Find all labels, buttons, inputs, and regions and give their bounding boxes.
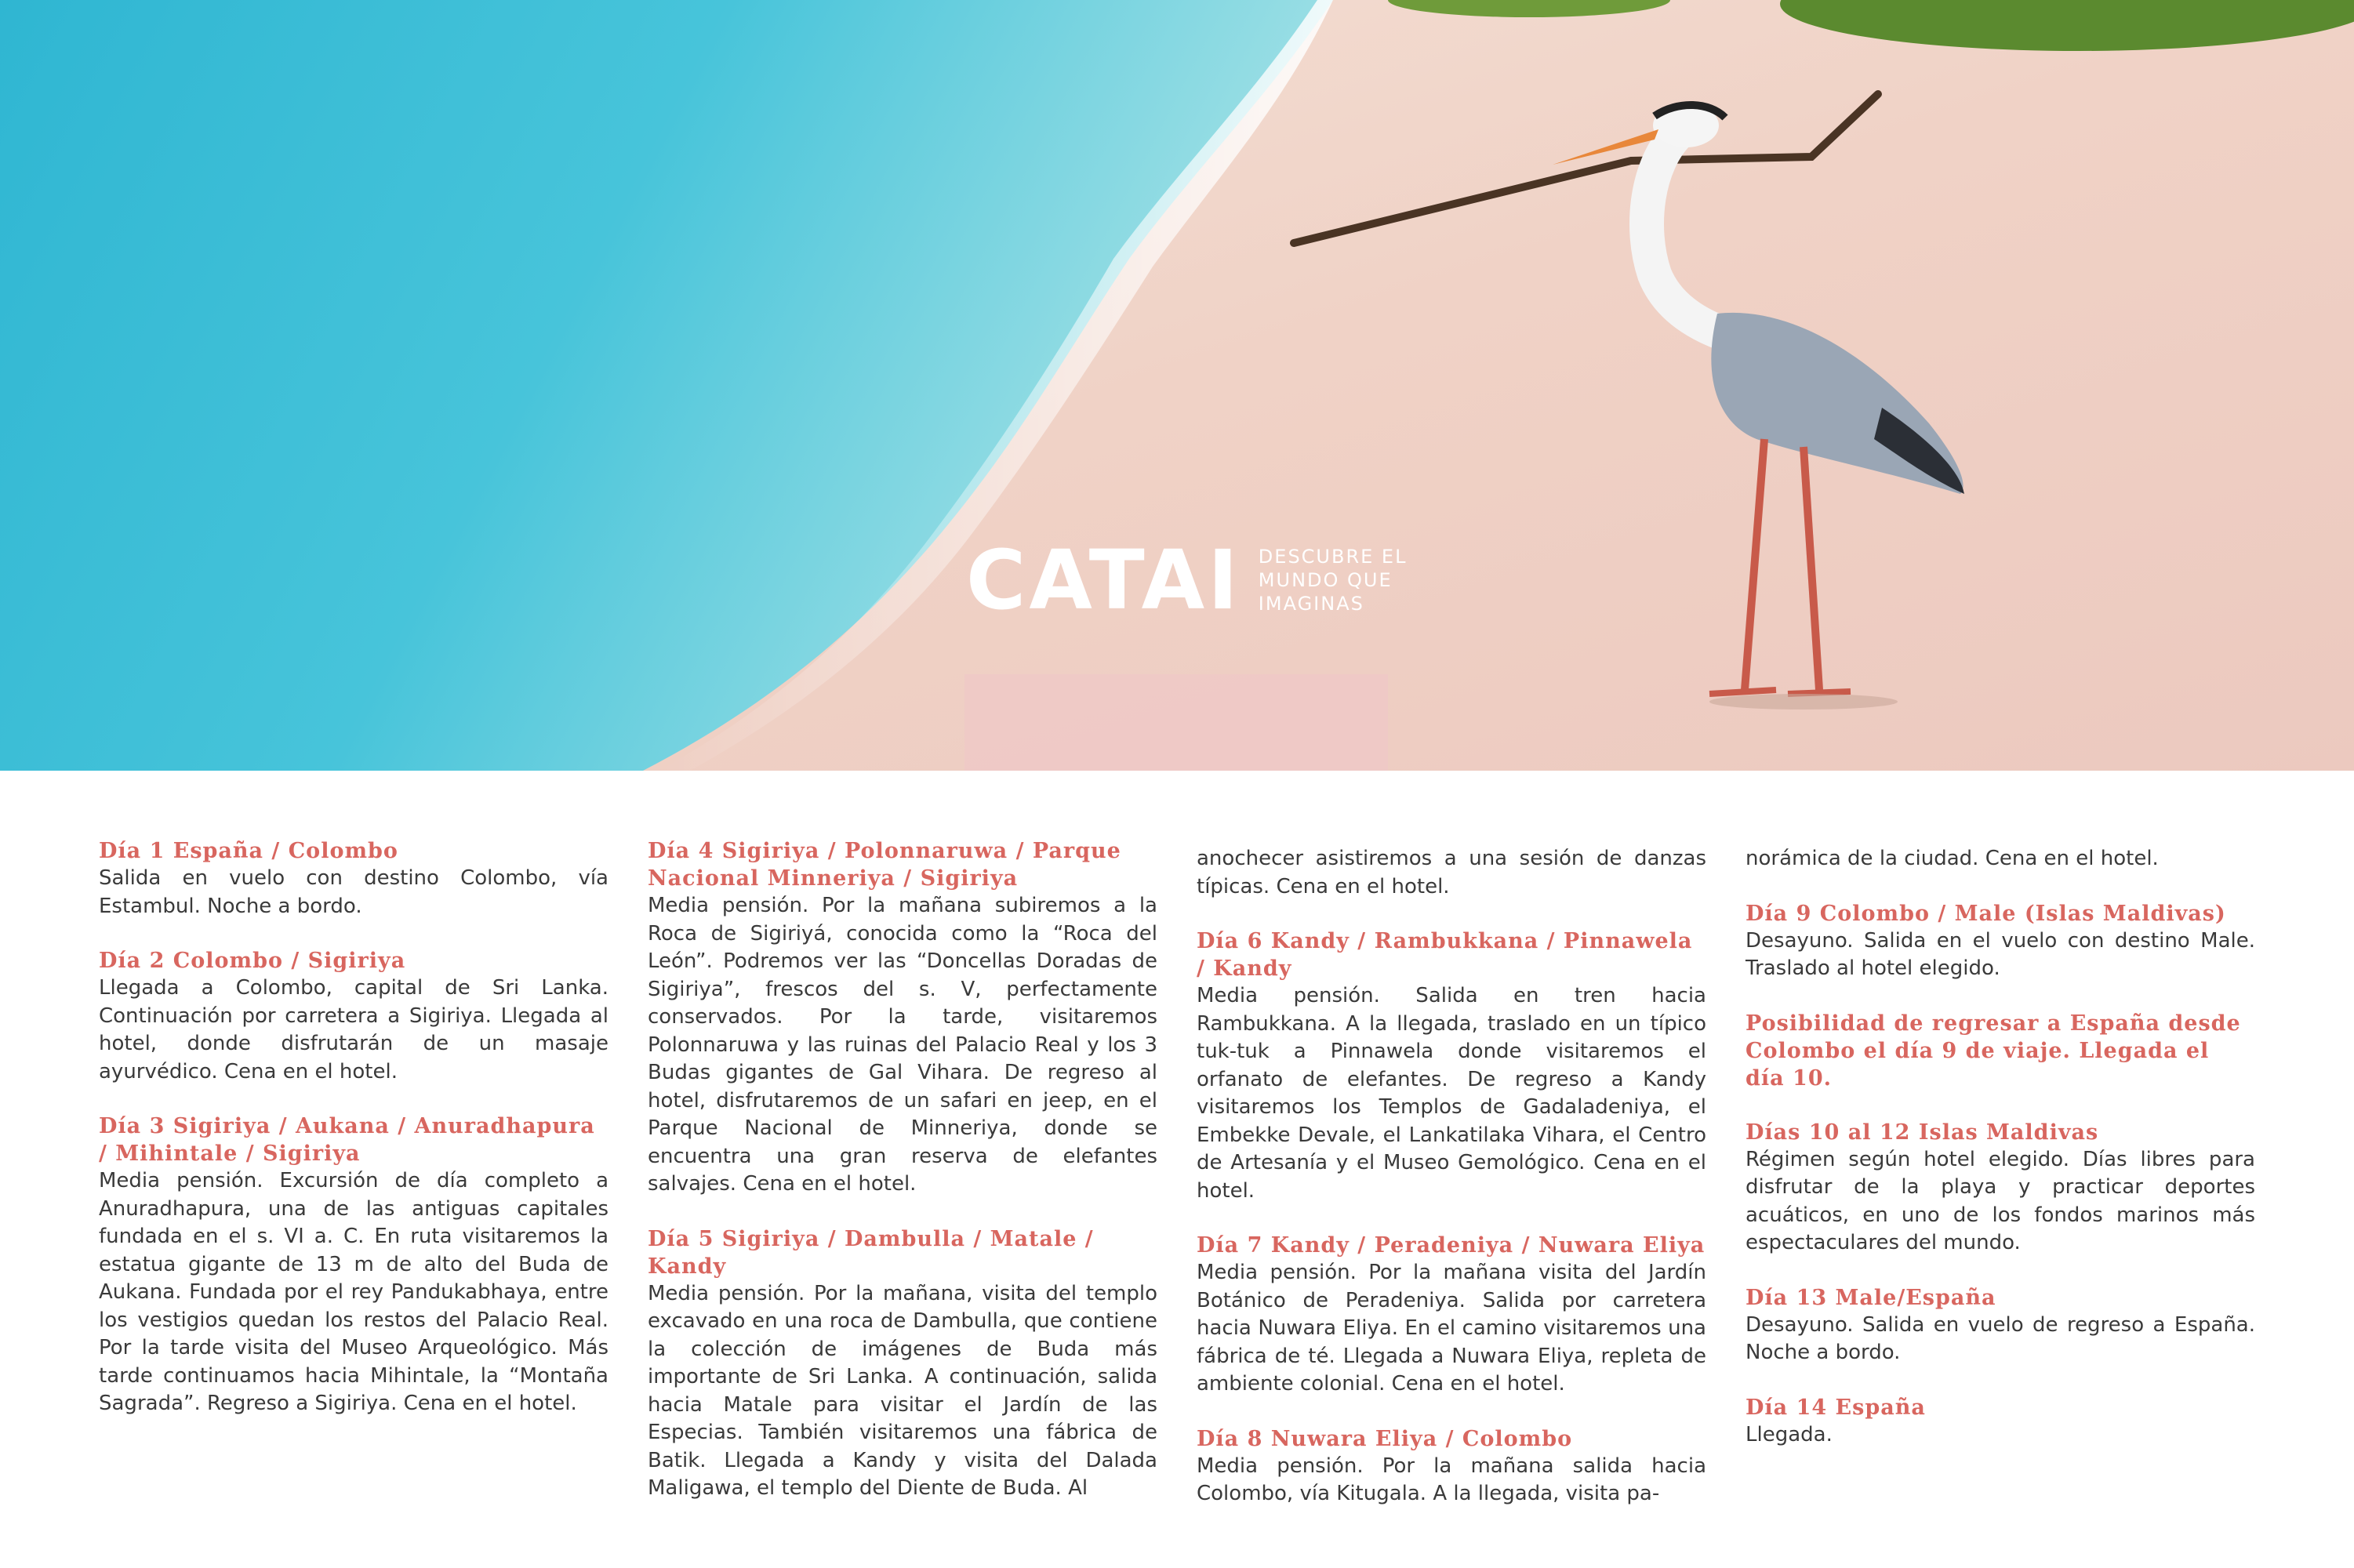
itinerary-day <box>1746 1284 2255 1367</box>
return-option-note: Posibilidad de regresar a España desde Colombo el día 9 de viaje. Llegada el día 10. <box>1746 1011 2241 1091</box>
brand-logo <box>966 532 1408 628</box>
day-heading: Día 9 Colombo / Male (Islas Maldivas) <box>1746 901 2226 926</box>
itinerary-day <box>1197 1425 1706 1508</box>
itinerary-day <box>648 1225 1157 1503</box>
day-description: Media pensión. Por la mañana salida hacia Colombo, vía Kitugala. A la llegada, visita pa- <box>1197 1454 1706 1505</box>
brand-tagline <box>1259 545 1408 615</box>
continued-text: norámica de la ciudad. Cena en el hotel. <box>1746 847 2159 870</box>
itinerary-day <box>1197 1232 1706 1399</box>
day-description: Media pensión. Por la mañana visita del Jardín Botánico de Peradeniya. Salida por carretera hacia Nuwara Eliya. En el camino visitaremos una fábrica de té. Llegada a Nuwara Eliya, repleta de ambiente colonial. Cena en el hotel. <box>1197 1261 1706 1396</box>
day-description: Media pensión. Salida en tren hacia Rambukkana. A la llegada, traslado en un típico tuk-tuk a Pinnawela donde visitaremos el orfanato de elefantes. De regreso a Kandy visitaremos los Templos de Gadaladeniya, el Embekke Devale, el Lankatilaka Vihara, el Centro de Artesanía y el Museo Gemológico. Cena en el hotel. <box>1197 984 1706 1203</box>
itinerary-day <box>1197 927 1706 1205</box>
day-description: Salida en vuelo con destino Colombo, vía Estambul. Noche a bordo. <box>99 866 608 918</box>
itinerary-column <box>99 837 608 1445</box>
day-description: Desayuno. Salida en el vuelo con destino Male. Traslado al hotel elegido. <box>1746 928 2255 980</box>
pink-panel <box>964 674 1388 771</box>
day-heading: Día 4 Sigiriya / Polonnaruwa / Parque Nacional Minneriya / Sigiriya <box>648 839 1121 891</box>
tagline-line: MUNDO QUE <box>1258 569 1393 591</box>
itinerary-day <box>99 947 608 1086</box>
itinerary-day <box>99 1112 608 1418</box>
day-description: Llegada. <box>1746 1422 1833 1446</box>
day-heading: Día 14 España <box>1746 1395 1926 1420</box>
day-description: Desayuno. Salida en vuelo de regreso a España. Noche a bordo. <box>1746 1312 2255 1364</box>
itinerary <box>99 837 2255 1527</box>
day-heading: Día 7 Kandy / Peradeniya / Nuwara Eliya <box>1197 1233 1706 1258</box>
itinerary-column <box>1746 837 2255 1475</box>
day-heading: Día 8 Nuwara Eliya / Colombo <box>1197 1426 1573 1451</box>
day-heading: Día 6 Kandy / Rambukkana / Pinnawela / Kandy <box>1197 929 1693 981</box>
itinerary-column <box>1197 837 1706 1535</box>
itinerary-note <box>1746 1010 2255 1092</box>
day-heading: Día 1 España / Colombo <box>99 839 398 863</box>
tagline-line: IMAGINAS <box>1258 593 1364 615</box>
itinerary-continuation <box>1746 845 2255 873</box>
day-description: Régimen según hotel elegido. Días libres para disfrutar de la playa y practicar deportes acuáticos, en uno de los fondos marinos más espectaculares del mundo. <box>1746 1147 2255 1254</box>
hero-photo <box>0 0 2354 771</box>
itinerary-continuation <box>1197 845 1706 901</box>
itinerary-day <box>1746 900 2255 983</box>
heron-shadow <box>1709 694 1898 710</box>
day-description: Media pensión. Por la mañana, visita del templo excavado en una roca de Dambulla, que contiene la colección de imágenes de Buda más importante de Sri Lanka. A continuación, salida hacia Matale para visitar el Jardín de las Especias. También visitaremos una fábrica de Batik. Llegada a Kandy y visita del Dalada Maligawa, el templo del Diente de Buda. Al <box>648 1281 1157 1500</box>
continued-text: anochecer asistiremos a una sesión de danzas típicas. Cena en el hotel. <box>1197 847 1706 898</box>
day-heading: Día 3 Sigiriya / Aukana / Anuradhapura / Mihintale / Sigiriya <box>99 1114 595 1166</box>
brand-name: CATAI <box>966 532 1241 628</box>
day-heading: Día 13 Male/España <box>1746 1285 1996 1310</box>
itinerary-column <box>648 837 1157 1530</box>
itinerary-day <box>648 837 1157 1199</box>
day-description: Media pensión. Por la mañana subiremos a la Roca de Sigiriyá, conocida como la “Roca del León”. Podremos ver las “Doncellas Doradas de Sigiriya”, frescos del s. V, perfectamente conservados. Por la tarde, visitaremos Polonnaruwa y las ruinas del Palacio Real y los 3 Budas gigantes de Gal Vihara. De regreso al hotel, disfrutaremos de un safari en jeep, en el Parque Nacional de Minneriya, donde se encuentra una gran reserva de elefantes salvajes. Cena en el hotel. <box>648 894 1157 1196</box>
itinerary-day <box>1746 1394 2255 1450</box>
itinerary-day <box>1746 1119 2255 1258</box>
day-description: Llegada a Colombo, capital de Sri Lanka. Continuación por carretera a Sigiriya. Llegada al hotel, donde disfrutarán de un masaje ayurvédico. Cena en el hotel. <box>99 976 608 1083</box>
day-heading: Día 5 Sigiriya / Dambulla / Matale / Kandy <box>648 1226 1094 1279</box>
tagline-line: DESCUBRE EL <box>1258 546 1408 568</box>
itinerary-day <box>99 837 608 920</box>
day-description: Media pensión. Excursión de día completo a Anuradhapura, una de las antiguas capitales fundada en el s. VI a. C. En ruta visitaremos la estatua gigante de 13 m de alto del Buda de Aukana. Fundada por el rey Pandukabhaya, entre los vestigios quedan los restos del Palacio Real. Por la tarde visita del Museo Arqueológico. Más tarde continuamos hacia Mihintale, la “Montaña Sagrada”. Regreso a Sigiriya. Cena en el hotel. <box>99 1169 608 1415</box>
day-heading: Días 10 al 12 Islas Maldivas <box>1746 1120 2099 1145</box>
heron-on-beach-illustration <box>0 0 2354 771</box>
day-heading: Día 2 Colombo / Sigiriya <box>99 949 406 973</box>
